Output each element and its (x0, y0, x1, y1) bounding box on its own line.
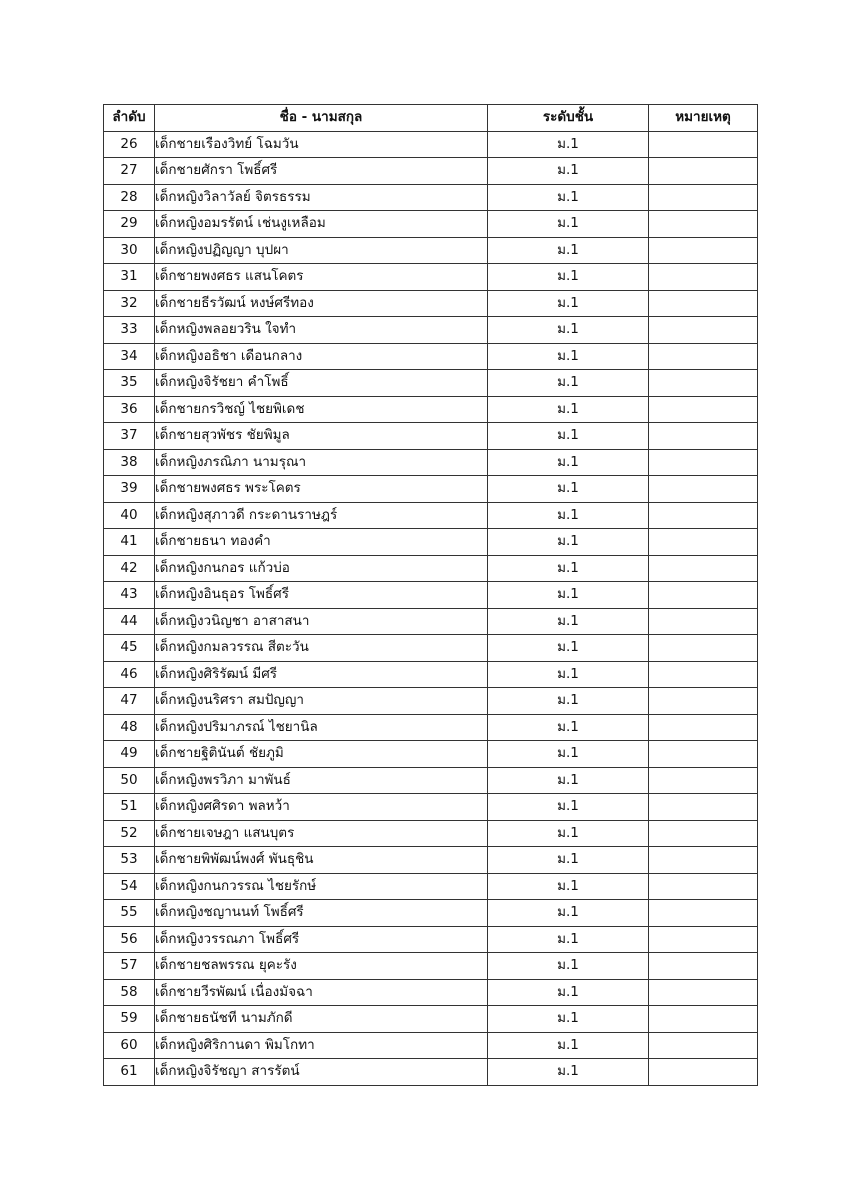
student-name: เด็กชายพิพัฒน์พงศ์ พันธุชิน (155, 847, 488, 874)
row-number: 50 (104, 767, 155, 794)
row-number: 43 (104, 582, 155, 609)
row-number: 29 (104, 211, 155, 238)
class-level: ม.1 (488, 1059, 649, 1086)
class-level: ม.1 (488, 635, 649, 662)
class-level: ม.1 (488, 979, 649, 1006)
student-name: เด็กหญิงศศิรดา พลหว้า (155, 794, 488, 821)
table-body (104, 131, 758, 1085)
row-number: 28 (104, 184, 155, 211)
student-name: เด็กชายพงศธร แสนโคตร (155, 264, 488, 291)
remark-cell (649, 688, 758, 715)
remark-cell (649, 264, 758, 291)
table-row (104, 1059, 758, 1086)
row-number: 45 (104, 635, 155, 662)
remark-cell (649, 555, 758, 582)
remark-cell (649, 847, 758, 874)
row-number: 41 (104, 529, 155, 556)
student-name: เด็กหญิงภรณิภา นามรุณา (155, 449, 488, 476)
remark-cell (649, 449, 758, 476)
table-row (104, 820, 758, 847)
student-name: เด็กหญิงวิลาวัลย์ จิตรธรรม (155, 184, 488, 211)
class-level: ม.1 (488, 370, 649, 397)
table-row (104, 158, 758, 185)
table-row (104, 688, 758, 715)
table-row (104, 317, 758, 344)
table-row (104, 953, 758, 980)
class-level: ม.1 (488, 131, 649, 158)
class-level: ม.1 (488, 582, 649, 609)
row-number: 49 (104, 741, 155, 768)
student-name: เด็กหญิงปริมาภรณ์ ไชยานิล (155, 714, 488, 741)
row-number: 37 (104, 423, 155, 450)
class-level: ม.1 (488, 317, 649, 344)
remark-cell (649, 741, 758, 768)
row-number: 35 (104, 370, 155, 397)
student-name: เด็กชายเจษฎา แสนบุตร (155, 820, 488, 847)
remark-cell (649, 317, 758, 344)
class-level: ม.1 (488, 688, 649, 715)
remark-cell (649, 290, 758, 317)
student-name: เด็กชายชลพรรณ ยุคะรัง (155, 953, 488, 980)
student-name: เด็กชายธีรวัฒน์ หงษ์ศรีทอง (155, 290, 488, 317)
document-page (103, 104, 758, 1086)
class-level: ม.1 (488, 158, 649, 185)
row-number: 27 (104, 158, 155, 185)
student-name: เด็กหญิงกนกอร แก้วบ่อ (155, 555, 488, 582)
table-row (104, 847, 758, 874)
student-name: เด็กหญิงศิริกานดา พิมโกทา (155, 1032, 488, 1059)
table-row (104, 873, 758, 900)
remark-cell (649, 396, 758, 423)
student-name: เด็กชายวีรพัฒน์ เนื่องมัจฉา (155, 979, 488, 1006)
class-level: ม.1 (488, 741, 649, 768)
student-name: เด็กชายธนา ทองคำ (155, 529, 488, 556)
table-row (104, 237, 758, 264)
class-level: ม.1 (488, 529, 649, 556)
class-level: ม.1 (488, 184, 649, 211)
student-name: เด็กหญิงพรวิภา มาพันธ์ (155, 767, 488, 794)
class-level: ม.1 (488, 476, 649, 503)
remark-cell (649, 820, 758, 847)
student-name: เด็กหญิงพลอยวริน ใจทำ (155, 317, 488, 344)
column-header-level: ระดับชั้น (488, 105, 649, 132)
student-name: เด็กหญิงอินธุอร โพธิ์ศรี (155, 582, 488, 609)
row-number: 39 (104, 476, 155, 503)
table-row (104, 661, 758, 688)
table-row (104, 529, 758, 556)
student-name: เด็กชายกรวิชญ์ ไชยพิเดช (155, 396, 488, 423)
class-level: ม.1 (488, 1006, 649, 1033)
remark-cell (649, 608, 758, 635)
row-number: 32 (104, 290, 155, 317)
table-row (104, 184, 758, 211)
student-name: เด็กหญิงปฏิญญา บุปผา (155, 237, 488, 264)
student-name: เด็กหญิงสุภาวดี กระดานราษฎร์ (155, 502, 488, 529)
student-name: เด็กชายธนัชที นามภักดี (155, 1006, 488, 1033)
class-level: ม.1 (488, 661, 649, 688)
table-row (104, 926, 758, 953)
row-number: 26 (104, 131, 155, 158)
remark-cell (649, 635, 758, 662)
row-number: 57 (104, 953, 155, 980)
table-row (104, 449, 758, 476)
row-number: 33 (104, 317, 155, 344)
remark-cell (649, 131, 758, 158)
table-row (104, 979, 758, 1006)
remark-cell (649, 767, 758, 794)
remark-cell (649, 158, 758, 185)
class-level: ม.1 (488, 820, 649, 847)
table-row (104, 1032, 758, 1059)
remark-cell (649, 1006, 758, 1033)
class-level: ม.1 (488, 873, 649, 900)
class-level: ม.1 (488, 396, 649, 423)
column-header-number: ลำดับ (104, 105, 155, 132)
table-row (104, 502, 758, 529)
class-level: ม.1 (488, 926, 649, 953)
row-number: 52 (104, 820, 155, 847)
row-number: 30 (104, 237, 155, 264)
remark-cell (649, 873, 758, 900)
remark-cell (649, 979, 758, 1006)
row-number: 51 (104, 794, 155, 821)
student-name: เด็กหญิงนริศรา สมปัญญา (155, 688, 488, 715)
student-name: เด็กหญิงวรรณภา โพธิ์ศรี (155, 926, 488, 953)
student-name: เด็กหญิงอธิชา เดือนกลาง (155, 343, 488, 370)
column-header-name: ชื่อ - นามสกุล (155, 105, 488, 132)
row-number: 47 (104, 688, 155, 715)
class-level: ม.1 (488, 290, 649, 317)
table-row (104, 396, 758, 423)
student-name: เด็กหญิงจิรัชยา คำโพธิ์ (155, 370, 488, 397)
student-name: เด็กหญิงอมรรัตน์ เช่นงูเหลือม (155, 211, 488, 238)
column-header-note: หมายเหตุ (649, 105, 758, 132)
class-level: ม.1 (488, 794, 649, 821)
student-name: เด็กหญิงชญานนท์ โพธิ์ศรี (155, 900, 488, 927)
remark-cell (649, 1059, 758, 1086)
class-level: ม.1 (488, 767, 649, 794)
student-name: เด็กชายเรืองวิทย์ โฉมวัน (155, 131, 488, 158)
table-row (104, 264, 758, 291)
row-number: 56 (104, 926, 155, 953)
class-level: ม.1 (488, 1032, 649, 1059)
remark-cell (649, 529, 758, 556)
row-number: 48 (104, 714, 155, 741)
row-number: 55 (104, 900, 155, 927)
remark-cell (649, 211, 758, 238)
class-level: ม.1 (488, 555, 649, 582)
table-row (104, 794, 758, 821)
row-number: 44 (104, 608, 155, 635)
table-row (104, 131, 758, 158)
table-header-row (104, 105, 758, 132)
row-number: 42 (104, 555, 155, 582)
table-row (104, 343, 758, 370)
class-level: ม.1 (488, 953, 649, 980)
table-row (104, 423, 758, 450)
student-name: เด็กหญิงวนิญชา อาสาสนา (155, 608, 488, 635)
class-level: ม.1 (488, 900, 649, 927)
table-row (104, 1006, 758, 1033)
student-name: เด็กชายสุวพัชร ชัยพิมูล (155, 423, 488, 450)
remark-cell (649, 661, 758, 688)
student-name: เด็กหญิงจิรัชญา สารรัตน์ (155, 1059, 488, 1086)
row-number: 59 (104, 1006, 155, 1033)
class-level: ม.1 (488, 608, 649, 635)
remark-cell (649, 423, 758, 450)
row-number: 53 (104, 847, 155, 874)
student-name: เด็กชายศักรา โพธิ์ศรี (155, 158, 488, 185)
remark-cell (649, 714, 758, 741)
remark-cell (649, 926, 758, 953)
class-level: ม.1 (488, 449, 649, 476)
remark-cell (649, 343, 758, 370)
student-name: เด็กหญิงศิริรัฒน์ มีศรี (155, 661, 488, 688)
class-level: ม.1 (488, 211, 649, 238)
row-number: 61 (104, 1059, 155, 1086)
remark-cell (649, 370, 758, 397)
row-number: 60 (104, 1032, 155, 1059)
class-level: ม.1 (488, 237, 649, 264)
remark-cell (649, 582, 758, 609)
table-row (104, 290, 758, 317)
class-level: ม.1 (488, 423, 649, 450)
table-row (104, 635, 758, 662)
table-row (104, 714, 758, 741)
table-row (104, 900, 758, 927)
class-level: ม.1 (488, 502, 649, 529)
table-row (104, 582, 758, 609)
remark-cell (649, 953, 758, 980)
class-level: ม.1 (488, 343, 649, 370)
class-level: ม.1 (488, 264, 649, 291)
table-row (104, 741, 758, 768)
remark-cell (649, 794, 758, 821)
class-level: ม.1 (488, 847, 649, 874)
table-row (104, 476, 758, 503)
remark-cell (649, 502, 758, 529)
class-level: ม.1 (488, 714, 649, 741)
student-name: เด็กหญิงกนกวรรณ ไชยรักษ์ (155, 873, 488, 900)
student-name: เด็กชายฐิตินันต์ ชัยภูมิ (155, 741, 488, 768)
row-number: 36 (104, 396, 155, 423)
row-number: 46 (104, 661, 155, 688)
student-name: เด็กหญิงกมลวรรณ สีตะวัน (155, 635, 488, 662)
student-roster-table (103, 104, 758, 1086)
row-number: 40 (104, 502, 155, 529)
remark-cell (649, 184, 758, 211)
row-number: 31 (104, 264, 155, 291)
row-number: 54 (104, 873, 155, 900)
row-number: 34 (104, 343, 155, 370)
remark-cell (649, 476, 758, 503)
table-row (104, 211, 758, 238)
remark-cell (649, 1032, 758, 1059)
student-name: เด็กชายพงศธร พระโคตร (155, 476, 488, 503)
table-row (104, 767, 758, 794)
table-row (104, 608, 758, 635)
table-row (104, 555, 758, 582)
remark-cell (649, 900, 758, 927)
row-number: 58 (104, 979, 155, 1006)
row-number: 38 (104, 449, 155, 476)
table-row (104, 370, 758, 397)
remark-cell (649, 237, 758, 264)
